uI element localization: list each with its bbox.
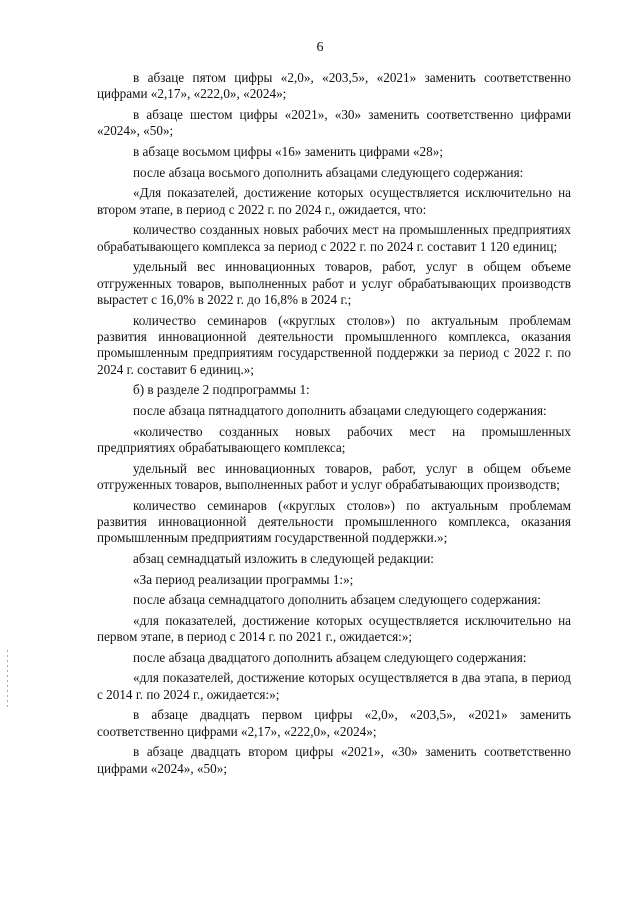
paragraph: в абзаце шестом цифры «2021», «30» заменить соответственно цифрами «2024», «50»; (97, 107, 571, 139)
page-number: 6 (316, 40, 324, 55)
paragraph: удельный вес инновационных товаров, работ, услуг в общем объеме отгруженных товаров, выполненных работ и услуг обрабатывающих производств вырастет с 16,0% в 2022 г. до 16,8% в 2024 г.; (97, 259, 571, 307)
paragraph: в абзаце двадцать первом цифры «2,0», «203,5», «2021» заменить соответственно цифрами «2,17», «222,0», «2024»; (97, 707, 571, 739)
paragraph: количество семинаров («круглых столов») по актуальным проблемам развития инновационной деятельности промышленного комплекса, оказания промышленным предприятиям государственной поддержки за период с 2022 г. по 2024 г. составит 6 единиц.»; (97, 312, 571, 377)
paragraph: после абзаца семнадцатого дополнить абзацем следующего содержания: (133, 592, 541, 608)
paragraph: б) в разделе 2 подпрограммы 1: (133, 382, 310, 398)
paragraph: удельный вес инновационных товаров, работ, услуг в общем объеме отгруженных товаров, выполненных работ и услуг обрабатывающих производств; (97, 460, 571, 492)
paragraph: «количество созданных новых рабочих мест на промышленных предприятиях обрабатывающего комплекса; (97, 423, 571, 455)
paragraph: после абзаца двадцатого дополнить абзацем следующего содержания: (133, 649, 527, 665)
paragraph: в абзаце восьмом цифры «16» заменить цифрами «28»; (133, 144, 443, 159)
paragraph: количество семинаров («круглых столов») по актуальным проблемам развития инновационной деятельности промышленного комплекса, оказания промышленным предприятиям государственной поддержки.»; (97, 497, 571, 546)
paragraph: в абзаце двадцать втором цифры «2021», «30» заменить соответственно цифрами «2024», «50»; (97, 744, 571, 776)
margin-mark (7, 650, 8, 710)
document-body (97, 70, 571, 781)
paragraph: «Для показателей, достижение которых осуществляется исключительно на втором этапе, в период с 2022 г. по 2024 г., ожидается, что: (97, 185, 571, 217)
paragraph: после абзаца пятнадцатого дополнить абзацами следующего содержания: (133, 403, 547, 418)
paragraph: в абзаце пятом цифры «2,0», «203,5», «2021» заменить соответственно цифрами «2,17», «222,0», «2024»; (97, 70, 571, 102)
paragraph: абзац семнадцатый изложить в следующей редакции: (133, 551, 434, 566)
paragraph: «для показателей, достижение которых осуществляется в два этапа, в период с 2014 г. по 2024 г., ожидается:»; (97, 670, 571, 702)
paragraph: после абзаца восьмого дополнить абзацами следующего содержания: (133, 164, 524, 180)
paragraph: «За период реализации программы 1:»; (133, 571, 354, 587)
paragraph: количество созданных новых рабочих мест на промышленных предприятиях обрабатывающего комплекса за период с 2022 г. по 2024 г. составит 1 120 единиц; (97, 222, 571, 254)
paragraph: «для показателей, достижение которых осуществляется исключительно на первом этапе, в период с 2014 г. по 2021 г., ожидается:»; (97, 612, 571, 645)
